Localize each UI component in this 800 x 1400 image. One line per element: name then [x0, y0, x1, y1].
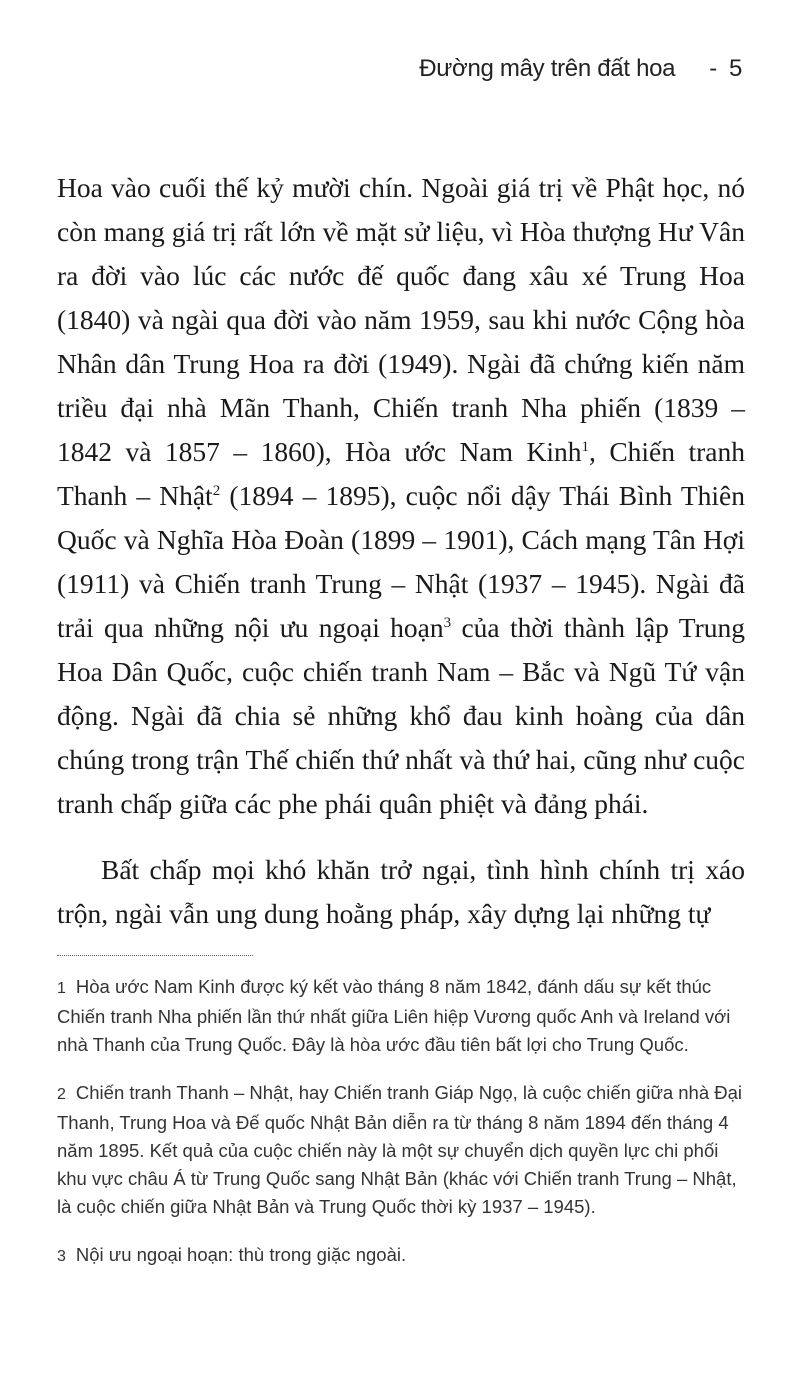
footnote-number: 3 — [57, 1248, 66, 1265]
footnotes — [57, 973, 745, 1291]
paragraph-1-part-a: Hoa vào cuối thế kỷ mười chín. Ngoài giá trị về Phật học, nó còn mang giá trị rất lớn về mặt sử liệu, vì Hòa thượng Hư Vân ra đời vào lúc các nước đế quốc đang xâu xé Trung Hoa (1840) và ngài qua đời vào năm 1959, sau khi nước Cộng hòa Nhân dân Trung Hoa ra đời (1949). Ngài đã chứng kiến năm triều đại nhà Mãn Thanh, Chiến tranh Nha phiến (1839 – 1842 và 1857 – 1860), Hòa ước Nam Kinh — [57, 172, 745, 467]
paragraph-1-part-c: (1894 – 1895), cuộc nổi dậy Thái Bình Thiên Quốc và Nghĩa Hòa Đoàn (1899 – 1901), Cách mạng Tân Hợi (1911) và Chiến tranh Trung – Nhật (1937 – 1945). Ngài đã trải qua những nội ưu ngoại hoạn — [57, 480, 745, 643]
footnote-text: Chiến tranh Thanh – Nhật, hay Chiến tranh Giáp Ngọ, là cuộc chiến giữa nhà Đại Thanh, Trung Hoa và Đế quốc Nhật Bản diễn ra từ tháng 8 năm 1894 đến tháng 4 năm 1895. Kết quả của cuộc chiến này là một sự chuyển dịch quyền lực chi phối khu vực châu Á từ Trung Quốc sang Nhật Bản (khác với Chiến tranh Trung – Nhật, là cuộc chiến giữa Nhật Bản và Trung Quốc thời kỳ 1937 – 1945). — [57, 1082, 743, 1217]
paragraph-1-part-d: của thời thành lập Trung Hoa Dân Quốc, cuộc chiến tranh Nam – Bắc và Ngũ Tứ vận động. Ngài đã chia sẻ những khổ đau kinh hoàng của dân chúng trong trận Thế chiến thứ nhất và thứ hai, cũng như cuộc tranh chấp giữa các phe phái quân phiệt và đảng phái. — [57, 612, 746, 819]
footnote-ref-1: 1 — [581, 438, 589, 455]
page-number: 5 — [728, 55, 742, 82]
footnote-text: Nội ưu ngoại hoạn: thù trong giặc ngoài. — [75, 1244, 407, 1265]
footnote-number: 1 — [57, 980, 66, 997]
footnote-1 — [57, 973, 745, 1059]
paragraph-2: Bất chấp mọi khó khăn trở ngại, tình hình chính trị xáo trộn, ngài vẫn ung dung hoằng pháp, xây dựng lại những tự — [57, 854, 745, 929]
footnote-text: Hòa ước Nam Kinh được ký kết vào tháng 8 năm 1842, đánh dấu sự kết thúc Chiến tranh Nha phiến lần thứ nhất giữa Liên hiệp Vương quốc Anh và Ireland với nhà Thanh của Trung Quốc. Đây là hòa ước đầu tiên bất lợi cho Trung Quốc. — [57, 976, 731, 1055]
paragraph-1-part-b: , Chiến tranh Thanh – Nhật — [57, 436, 745, 511]
footnote-number: 2 — [57, 1086, 66, 1103]
running-header — [419, 55, 742, 83]
footnote-2 — [57, 1079, 745, 1221]
footnote-divider — [57, 955, 253, 956]
book-title: Đường mây trên đất hoa — [419, 55, 676, 82]
footnote-ref-3: 3 — [443, 614, 452, 631]
footnote-3 — [57, 1241, 745, 1271]
paragraph-1 — [57, 166, 745, 826]
footnote-ref-2: 2 — [212, 482, 221, 499]
main-text — [57, 166, 745, 936]
header-separator: - — [709, 55, 717, 82]
